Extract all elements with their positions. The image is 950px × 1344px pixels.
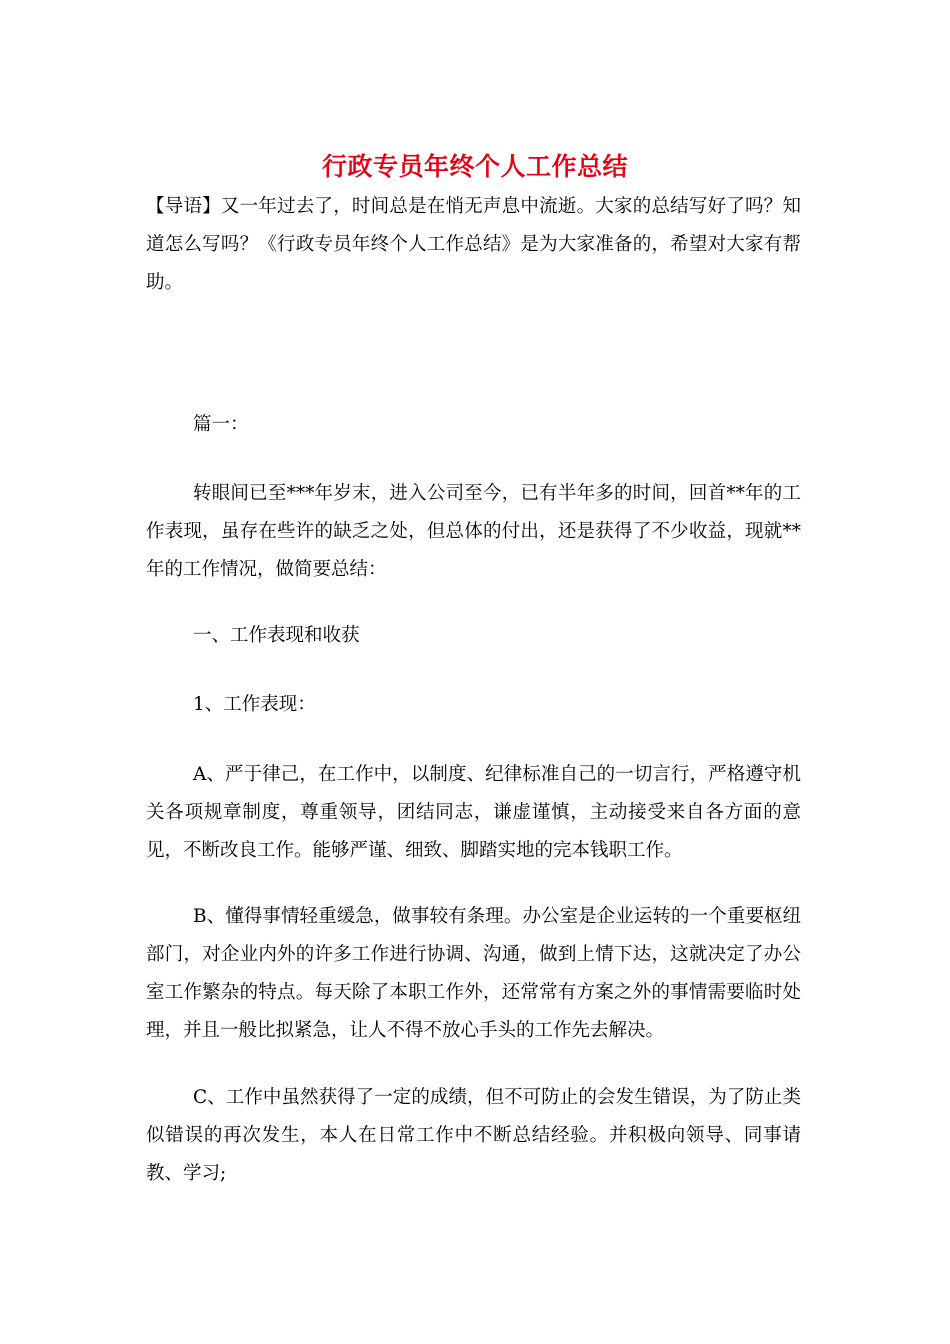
document-title: 行政专员年终个人工作总结: [321, 152, 628, 181]
section-heading: 一、工作表现和收获: [193, 625, 360, 646]
intro-paragraph: 【导语】又一年过去了，时间总是在悄无声息中流逝。大家的总结写好了吗？知道怎么写吗？《行政专员年终个人工作总结》是为大家准备的，希望对大家有帮助。: [146, 196, 801, 293]
body-paragraph: A、严于律己，在工作中，以制度、纪律标准自己的一切言行，严格遵守机关各项规章制度，尊重领导，团结同志，谦虚谨慎，主动接受来自各方面的意见，不断改良工作。能够严谨、细致、脚踏实地的完本钱职工作。: [146, 764, 801, 861]
subsection-heading: 1、工作表现：: [193, 694, 316, 715]
body-paragraph: C、工作中虽然获得了一定的成绩，但不可防止的会发生错误，为了防止类似错误的再次发生，本人在日常工作中不断总结经验。并积极向领导、同事请教、学习;: [146, 1087, 801, 1184]
body-paragraph: B、懂得事情轻重缓急，做事较有条理。办公室是企业运转的一个重要枢纽部门，对企业内外的许多工作进行协调、沟通，做到上情下达，这就决定了办公室工作繁杂的特点。每天除了本职工作外，还常常有方案之外的事情需要临时处理，并且一般比拟紧急，让人不得不放心手头的工作先去解决。: [146, 906, 801, 1041]
body-paragraph: 转眼间已至***年岁末，进入公司至今，已有半年多的时间，回首**年的工作表现，虽存在些许的缺乏之处，但总体的付出，还是获得了不少收益，现就**年的工作情况，做简要总结：: [146, 483, 801, 580]
section-heading-part-one: 篇一：: [193, 414, 249, 435]
